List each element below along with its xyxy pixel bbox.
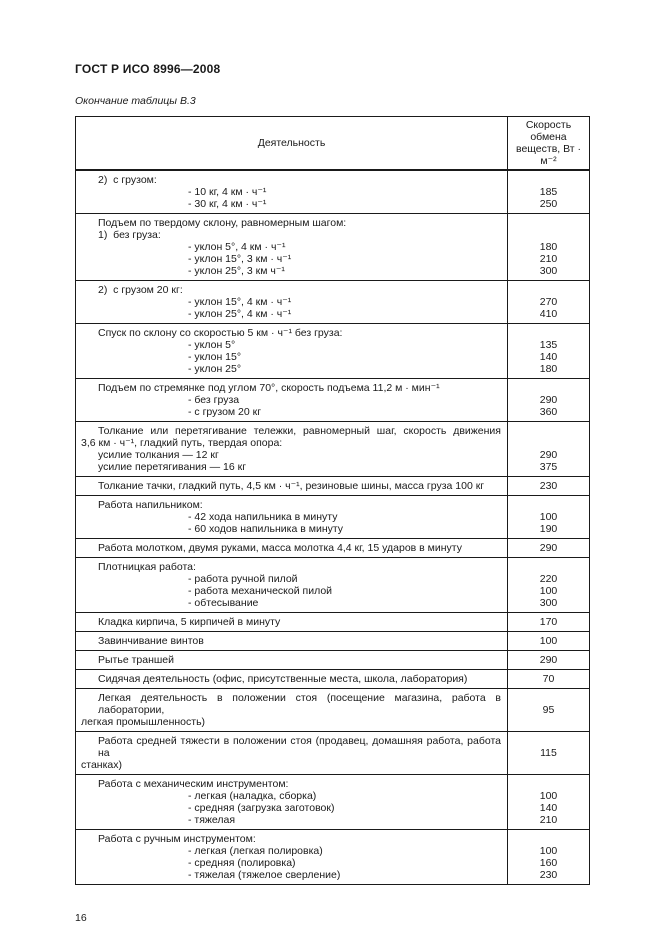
activity-text: 2) с грузом: <box>98 174 157 186</box>
table-row <box>76 213 589 280</box>
rate-cell <box>507 324 589 378</box>
table-row <box>76 631 589 650</box>
activity-text: - 30 кг, 4 км · ч⁻¹ <box>188 198 267 210</box>
rate-value <box>510 425 587 437</box>
rate-value: 115 <box>540 747 557 759</box>
activity-text: Работа с ручным инструментом: <box>98 833 256 845</box>
table-row <box>76 669 589 688</box>
activity-cell <box>76 477 507 495</box>
rate-value: 185 <box>539 186 558 198</box>
rate-cell <box>507 281 589 323</box>
rate-value: 360 <box>539 406 558 418</box>
rate-cell <box>507 613 589 631</box>
rate-value: 160 <box>539 857 558 869</box>
rate-cell <box>507 558 589 612</box>
activity-text: Толкание тачки, гладкий путь, 4,5 км · ч⁻¹, резиновые шины, масса груза 100 кг <box>98 480 485 492</box>
activity-cell <box>76 689 507 731</box>
activity-text: - уклон 15°, 3 км · ч⁻¹ <box>188 253 292 265</box>
table-row <box>76 774 589 829</box>
activity-text: - легкая (легкая полировка) <box>188 845 323 857</box>
rate-value: 290 <box>539 654 558 666</box>
activity-text: - с грузом 20 кг <box>188 406 262 418</box>
rate-value: 270 <box>539 296 558 308</box>
activity-text: Работа напильником: <box>98 499 203 511</box>
activity-cell <box>76 632 507 650</box>
rate-cell <box>507 477 589 495</box>
activity-cell <box>76 539 507 557</box>
rate-value <box>510 833 587 845</box>
activity-text: Спуск по склону со скоростью 5 км · ч⁻¹ без груза: <box>98 327 343 339</box>
activity-text: - обтесывание <box>188 597 259 609</box>
activity-text: - тяжелая (тяжелое сверление) <box>188 869 341 881</box>
rate-cell <box>507 379 589 421</box>
rate-value: 290 <box>539 542 558 554</box>
rate-value: 290 <box>539 449 558 461</box>
rate-value: 140 <box>539 802 558 814</box>
rate-value: 180 <box>539 241 558 253</box>
rate-value: 290 <box>539 394 558 406</box>
activity-text: - тяжелая <box>188 814 236 826</box>
activity-cell <box>76 775 507 829</box>
rate-value <box>510 561 587 573</box>
rate-value <box>510 382 587 394</box>
rate-value <box>510 692 587 704</box>
rate-value <box>510 217 587 229</box>
activity-text: - уклон 5° <box>188 339 236 351</box>
activity-text: Работа средней тяжести в положении стоя (продавец, домашняя работа, работа на <box>98 735 501 759</box>
rate-value: 300 <box>539 265 558 277</box>
column-header-rate <box>507 117 589 169</box>
activity-text: усилие толкания — 12 кг <box>98 449 219 461</box>
rate-value <box>510 327 587 339</box>
rate-value: 220 <box>539 573 558 585</box>
activity-cell <box>76 422 507 476</box>
activity-cell <box>76 379 507 421</box>
column-header-rate-line1: Скорость обмена <box>525 119 572 143</box>
table-row <box>76 731 589 774</box>
activity-text: Подъем по стремянке под углом 70°, скорость подъема 11,2 м · мин⁻¹ <box>98 382 440 394</box>
activity-cell <box>76 171 507 213</box>
rate-cell <box>507 171 589 213</box>
activity-text: Рытье траншей <box>98 654 175 666</box>
activity-text: - 60 ходов напильника в минуту <box>188 523 344 535</box>
activity-text: станках) <box>81 759 122 771</box>
rate-value: 140 <box>539 351 558 363</box>
rate-cell <box>507 632 589 650</box>
activity-cell <box>76 281 507 323</box>
column-header-activity: Деятельность <box>257 137 326 149</box>
rate-value: 180 <box>539 363 558 375</box>
rate-value: 375 <box>539 461 558 473</box>
activity-cell <box>76 214 507 280</box>
rate-value: 210 <box>539 253 558 265</box>
rate-cell <box>507 732 589 774</box>
rate-value: 100 <box>539 585 558 597</box>
activity-cell <box>76 324 507 378</box>
activity-text: Завинчивание винтов <box>98 635 204 647</box>
rate-value: 95 <box>542 704 555 716</box>
rate-value: 250 <box>539 198 558 210</box>
activity-cell <box>76 558 507 612</box>
table-row <box>76 421 589 476</box>
activity-text: - 42 хода напильника в минуту <box>188 511 338 523</box>
activity-cell <box>76 651 507 669</box>
activity-cell <box>76 830 507 884</box>
rate-cell <box>507 689 589 731</box>
page-number: 16 <box>75 912 87 924</box>
activity-text: - средняя (загрузка заготовок) <box>188 802 335 814</box>
table-caption: Окончание таблицы В.3 <box>75 95 196 107</box>
rate-value <box>510 778 587 790</box>
rate-value <box>510 499 587 511</box>
activity-text: - 10 кг, 4 км · ч⁻¹ <box>188 186 267 198</box>
activity-text: - работа механической пилой <box>188 585 333 597</box>
table-row <box>76 829 589 884</box>
activity-text: - без груза <box>188 394 240 406</box>
activity-text: легкая промышленность) <box>81 716 206 728</box>
activity-text: Работа молотком, двумя руками, масса молотка 4,4 кг, 15 ударов в минуту <box>98 542 462 554</box>
activity-text: Сидячая деятельность (офис, присутственные места, школа, лаборатория) <box>98 673 468 685</box>
activity-text: 3,6 км · ч⁻¹, гладкий путь, твердая опора: <box>81 437 283 449</box>
table-row <box>76 476 589 495</box>
activity-text: - уклон 25°, 3 км ч⁻¹ <box>188 265 285 277</box>
rate-value: 100 <box>539 790 558 802</box>
activity-text: - уклон 25°, 4 км · ч⁻¹ <box>188 308 292 320</box>
activity-text: Подъем по твердому склону, равномерным шагом: <box>98 217 347 229</box>
activity-text: Кладка кирпича, 5 кирпичей в минуту <box>98 616 281 628</box>
activity-text: - уклон 25° <box>188 363 242 375</box>
table-row <box>76 650 589 669</box>
table-row <box>76 688 589 731</box>
activity-text: - легкая (наладка, сборка) <box>188 790 317 802</box>
activity-cell <box>76 732 507 774</box>
table-row <box>76 378 589 421</box>
table-row <box>76 538 589 557</box>
activity-cell <box>76 670 507 688</box>
activity-text: 1) без груза: <box>98 229 161 241</box>
rate-value: 170 <box>539 616 558 628</box>
rate-cell <box>507 670 589 688</box>
activity-cell <box>76 613 507 631</box>
rate-value <box>510 229 587 241</box>
activity-text: 2) с грузом 20 кг: <box>98 284 183 296</box>
table-row <box>76 557 589 612</box>
table-header-row <box>76 117 589 171</box>
rate-value: 100 <box>539 845 558 857</box>
rate-cell <box>507 539 589 557</box>
rate-value <box>510 174 587 186</box>
table-row <box>76 612 589 631</box>
rate-value <box>510 284 587 296</box>
activity-text: - уклон 15° <box>188 351 242 363</box>
rate-value: 230 <box>539 480 558 492</box>
activity-text: - работа ручной пилой <box>188 573 298 585</box>
activity-text: Легкая деятельность в положении стоя (посещение магазина, работа в лаборатории, <box>98 692 501 716</box>
rate-value: 190 <box>539 523 558 535</box>
rate-cell <box>507 651 589 669</box>
table-body <box>76 171 589 884</box>
table-row <box>76 171 589 213</box>
rate-value: 230 <box>539 869 558 881</box>
rate-cell <box>507 775 589 829</box>
table-row <box>76 280 589 323</box>
rate-cell <box>507 422 589 476</box>
activity-text: Толкание или перетягивание тележки, равномерный шаг, скорость движения <box>98 425 501 437</box>
rate-value: 70 <box>542 673 555 685</box>
activity-text: усилие перетягивания — 16 кг <box>98 461 247 473</box>
activity-text: - уклон 15°, 4 км · ч⁻¹ <box>188 296 292 308</box>
rate-value <box>510 437 587 449</box>
activity-text: - средняя (полировка) <box>188 857 296 869</box>
column-header-rate-line2: веществ, Вт · м⁻² <box>515 143 581 167</box>
rate-value: 135 <box>539 339 558 351</box>
rate-cell <box>507 830 589 884</box>
rate-value: 100 <box>539 511 558 523</box>
rate-value <box>510 735 587 747</box>
rate-cell <box>507 496 589 538</box>
rate-value: 300 <box>539 597 558 609</box>
standard-reference: ГОСТ Р ИСО 8996—2008 <box>75 62 221 76</box>
activity-cell <box>76 496 507 538</box>
rate-value: 210 <box>539 814 558 826</box>
activity-text: Плотницкая работа: <box>98 561 196 573</box>
metabolic-rate-table <box>75 116 590 885</box>
rate-value: 100 <box>539 635 558 647</box>
activity-text: - уклон 5°, 4 км · ч⁻¹ <box>188 241 286 253</box>
rate-cell <box>507 214 589 280</box>
table-row <box>76 495 589 538</box>
activity-text: Работа с механическим инструментом: <box>98 778 289 790</box>
rate-value: 410 <box>539 308 558 320</box>
table-row <box>76 323 589 378</box>
